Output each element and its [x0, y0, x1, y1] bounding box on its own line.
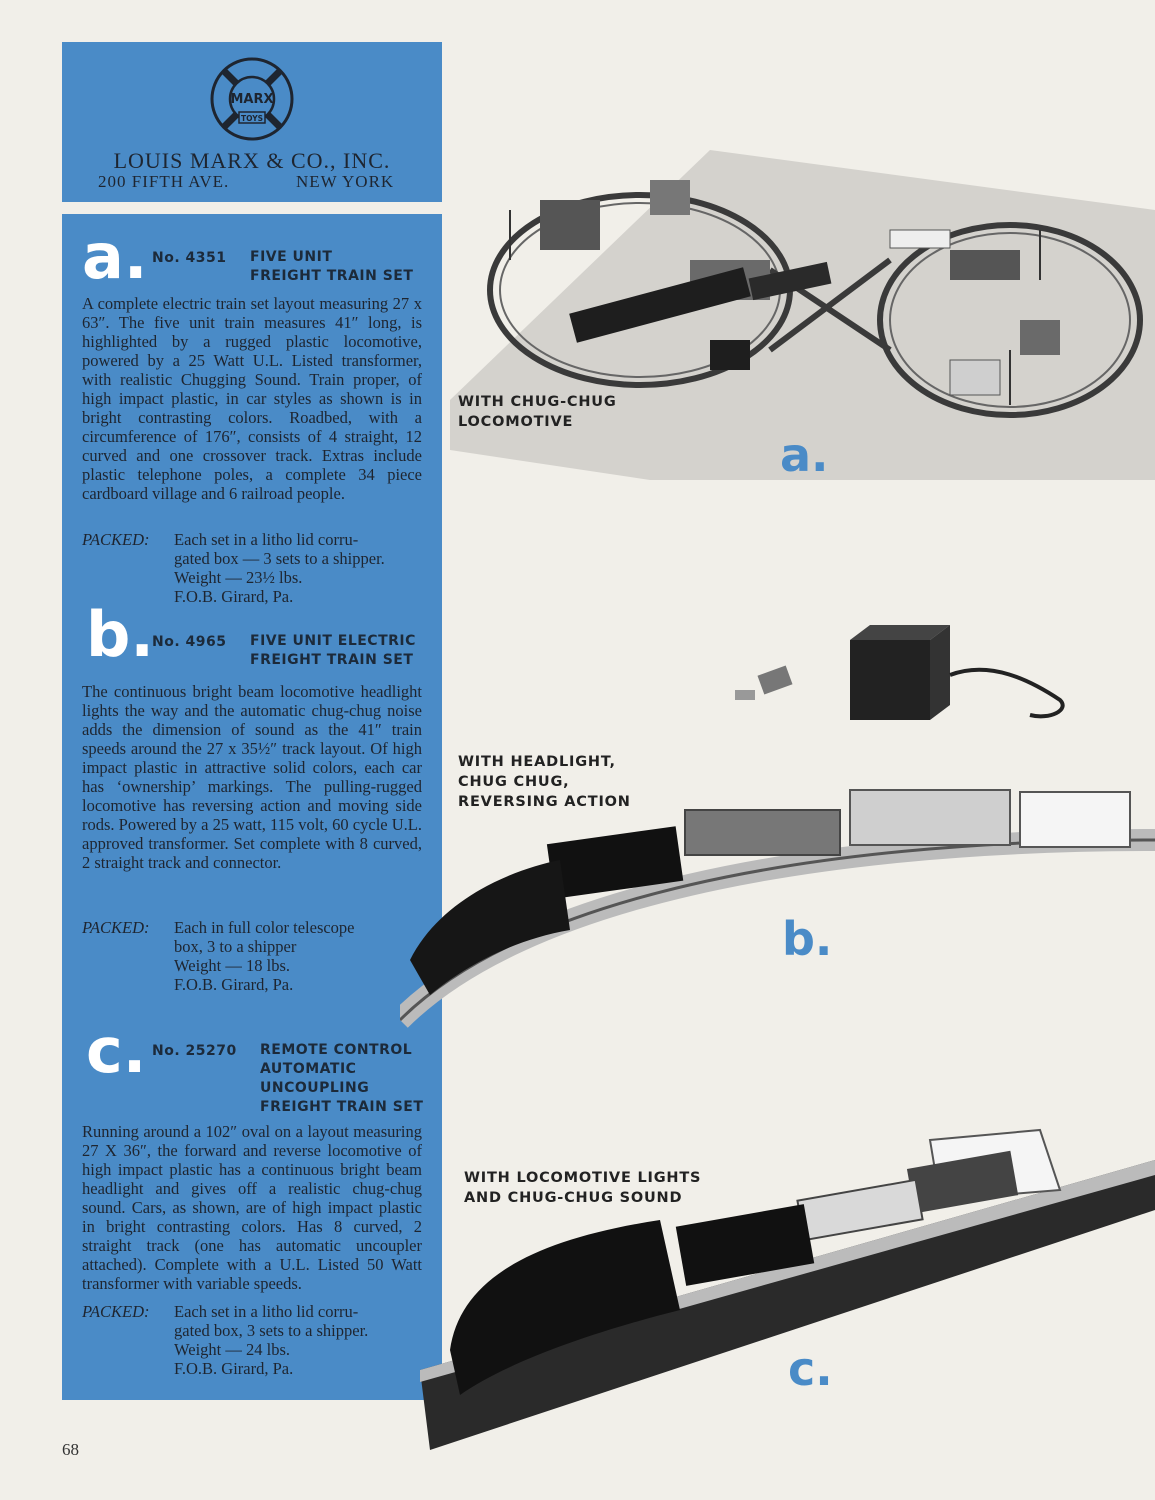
- photo-b-train: [400, 780, 1155, 1030]
- packed-line: Weight — 18 lbs.: [174, 956, 290, 975]
- packed-line: F.O.B. Girard, Pa.: [174, 587, 294, 606]
- packed-line: F.O.B. Girard, Pa.: [174, 975, 294, 994]
- packed-label: PACKED:: [82, 918, 150, 937]
- product-c-packed: [82, 1302, 432, 1378]
- photo-c-label-line2: AND CHUG-CHUG SOUND: [464, 1190, 683, 1206]
- logo-text-bottom: TOYS: [240, 114, 264, 123]
- photo-a-label-line1: WITH CHUG-CHUG: [458, 394, 617, 410]
- product-c-letter: c.: [86, 1014, 147, 1087]
- packed-line: gated box — 3 sets to a shipper.: [174, 549, 385, 568]
- product-b-number: No. 4965: [152, 634, 227, 650]
- product-c-name-line1: REMOTE CONTROL: [260, 1042, 413, 1058]
- photo-b-label-line2: CHUG CHUG,: [458, 774, 570, 790]
- logo-text-top: MARX: [230, 92, 274, 107]
- company-name: LOUIS MARX & CO., INC.: [113, 148, 391, 173]
- product-c-name-line3: UNCOUPLING: [260, 1080, 370, 1096]
- product-c-number: No. 25270: [152, 1043, 237, 1059]
- packed-line: Each in full color telescope: [174, 918, 355, 937]
- photo-b-transformer: [730, 620, 1090, 730]
- packed-line: box, 3 to a shipper: [174, 937, 297, 956]
- product-b-name-line1: FIVE UNIT ELECTRIC: [250, 633, 416, 649]
- product-b-description: The continuous bright beam locomotive headlight lights the way and the automatic chug-chug noise adds the dimension of sound as the 41″ train speeds around the 27 x 35½″ track layout. Of high impact plastic in attractive solid colors, each car has ‘ownership’ markings. The pulling-rugged locomotive has reversing action and moving side rods. Powered by a 25 watt, 115 volt, 60 cycle U.L. approved transformer. Set complete with 8 curved, 2 straight track and connector.: [82, 682, 422, 872]
- address-street: 200 FIFTH AVE.: [98, 172, 230, 191]
- product-b-letter: b.: [86, 598, 154, 671]
- photo-a-label: [458, 392, 617, 432]
- product-a-name-line2: FREIGHT TRAIN SET: [250, 268, 414, 284]
- photo-c-label-line1: WITH LOCOMOTIVE LIGHTS: [464, 1170, 702, 1186]
- packed-line: Weight — 23½ lbs.: [174, 568, 303, 587]
- packed-line: gated box, 3 sets to a shipper.: [174, 1321, 369, 1340]
- product-a-name-line1: FIVE UNIT: [250, 249, 333, 265]
- product-a-letter: a.: [82, 220, 148, 293]
- product-a-name: [250, 248, 413, 286]
- product-b-name: [250, 632, 416, 670]
- page-number: 68: [62, 1440, 79, 1459]
- packed-label: PACKED:: [82, 1302, 150, 1321]
- product-a-packed: [82, 530, 432, 606]
- photo-a-label-line2: LOCOMOTIVE: [458, 414, 574, 430]
- product-c-description: Running around a 102″ oval on a layout measuring 27 X 36″, the forward and reverse locomotive of high impact plastic has a continuous bright beam headlight and gives off a realistic chug-chug sound. Cars, as shown, are of high impact plastic in bright contrasting colors. Has 8 curved, 2 straight track (one has automatic uncoupler attached). Complete with a U.L. Listed 50 Watt transformer with variable speeds.: [82, 1122, 422, 1293]
- photo-c-letter: c.: [788, 1342, 833, 1396]
- photo-b-label: [458, 752, 631, 812]
- photo-c-label: [464, 1168, 701, 1208]
- product-b-name-line2: FREIGHT TRAIN SET: [250, 652, 414, 668]
- product-c-name: [260, 1041, 423, 1117]
- photo-b-letter: b.: [782, 912, 833, 966]
- address-city: NEW YORK: [296, 172, 395, 191]
- product-a-description: A complete electric train set layout measuring 27 x 63″. The five unit train measures 41″ long, is highlighted by a rugged plastic locomotive, powered by a 25 Watt U.L. Listed transformer, with realistic Chugging Sound. Train proper, of high impact plastic, in car styles as shown is in bright contrasting colors. Roadbed, with a circumference of 176″, consists of 4 straight, 12 curved and one crossover track. Extras include plastic telephone poles, a complete 34 piece cardboard village and 6 railroad people.: [82, 294, 422, 503]
- packed-line: Each set in a litho lid corru-: [174, 530, 359, 549]
- packed-line: Each set in a litho lid corru-: [174, 1302, 359, 1321]
- photo-b-label-line3: REVERSING ACTION: [458, 794, 631, 810]
- marx-logo-icon: [209, 56, 295, 142]
- photo-a-letter: a.: [780, 428, 829, 482]
- product-c-name-line4: FREIGHT TRAIN SET: [260, 1099, 424, 1115]
- product-b-packed: [82, 918, 432, 994]
- product-c-name-line2: AUTOMATIC: [260, 1061, 357, 1077]
- product-a-number: No. 4351: [152, 250, 227, 266]
- packed-label: PACKED:: [82, 530, 150, 549]
- packed-line: Weight — 24 lbs.: [174, 1340, 290, 1359]
- packed-line: F.O.B. Girard, Pa.: [174, 1359, 294, 1378]
- photo-b-label-line1: WITH HEADLIGHT,: [458, 754, 616, 770]
